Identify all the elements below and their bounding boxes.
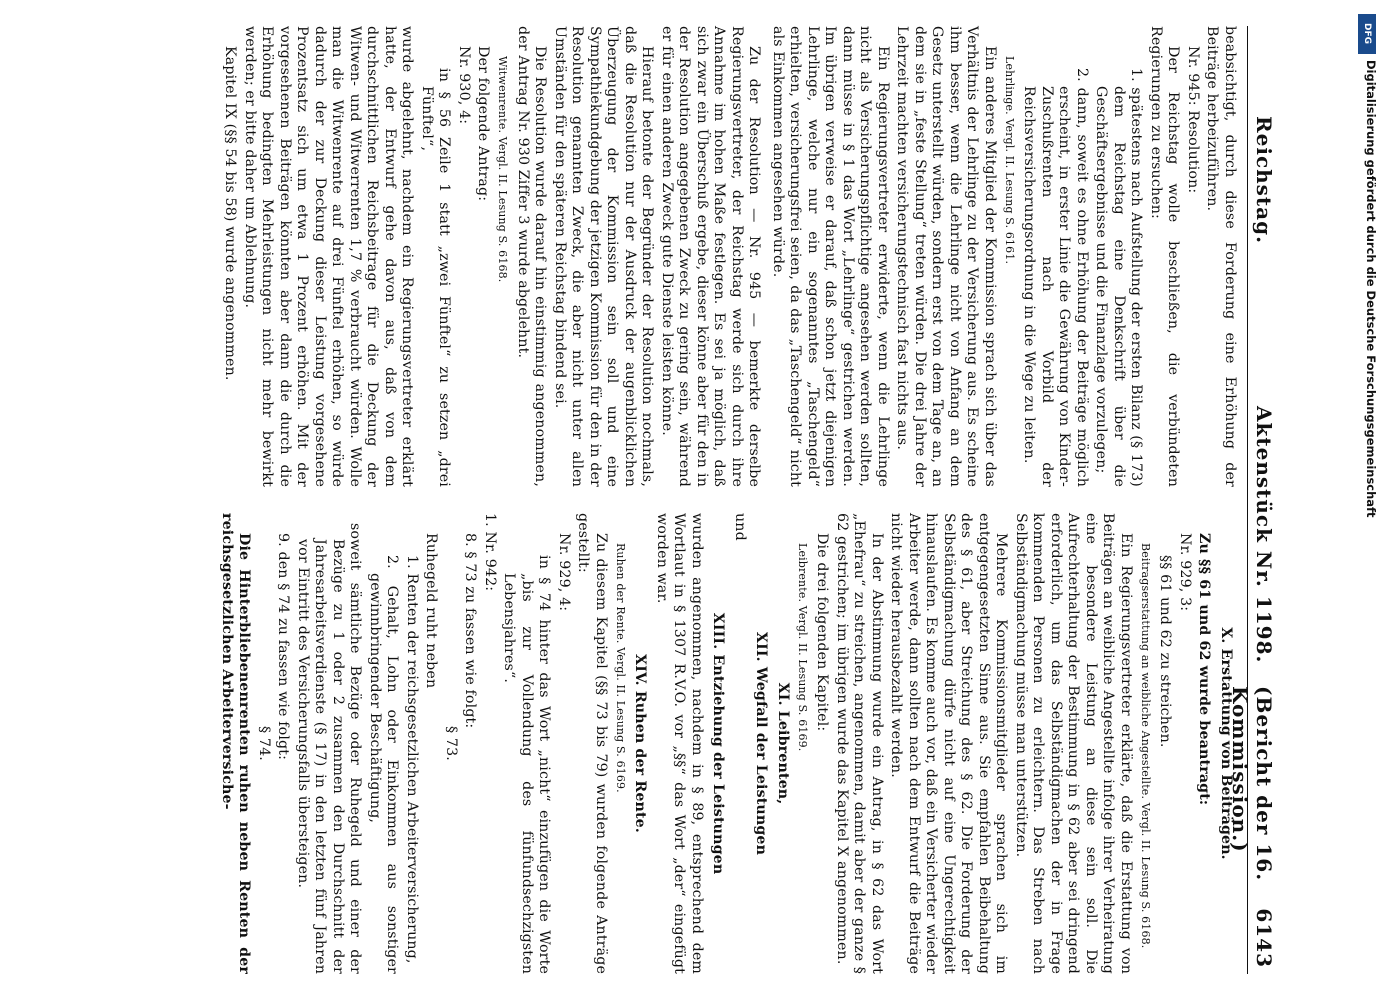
digitization-note: [1356, 10, 1380, 990]
section-heading: XIII. Entziehung der Leistungen: [710, 612, 727, 875]
paragraph: Nr. 930, 4:: [456, 46, 472, 125]
paragraph: 9. den § 74 zu fassen wie folgt:: [275, 533, 292, 761]
margin-reference: Lehrlinge. Vergl. II. Lesung S. 6161.: [1003, 56, 1016, 265]
document-page: [42, 0, 1342, 1000]
paragraph: Ein anderes Mitglied der Kommission sprach sich über das Verhältnis der Lehrlinge zu der Versicherung aus. Es scheine ihm besser, wenn die Lehrlinge nicht von Anfang an dem Gesetz unterstellt würden, sondern erst von dem Tage an, an dem sie in „feste Stellung“ treten würden. Die drei Jahre der Lehrzeit machten versicherungstechnisch fast nichts aus.: [894, 26, 998, 487]
margin-reference: Witwenrente. Vergl. II. Lesung S. 6168.: [496, 56, 510, 283]
paragraph: Nr. 929, 3:: [1177, 533, 1193, 612]
paragraph-mark: § 74.: [256, 726, 272, 761]
list-item: 2. Gehalt, Lohn oder Einkommen aus sonstiger gewinnbringender Beschäftigung,: [367, 555, 401, 974]
paragraph: in § 74 hinter das Wort „nicht“ einzufügen die Worte „bis zur Vollendung des fünfundsechzigsten Lebensjahres“.: [501, 555, 553, 974]
funding-note: Digitalisierung gefördert durch die Deutsche Forschungsgemeinschaft: [1364, 60, 1378, 518]
paragraph: Zu der Resolution — Nr. 945 — bemerkte derselbe Regierungsvertreter, der Reichstag werde sich durch ihre Annahme im hohen Maße festlegen. Es sei ja möglich, daß sich zwar ein Überschuß ergebe, dieser könne aber für den in der Resolution angegebenen Zweck zu gering sein, während er für einen anderen Zweck gute Dienste leisten könne.: [659, 26, 763, 487]
list-item: 1. spätestens nach Aufstellung der ersten Bilanz (§ 173) dem Reichstag eine Denkschrift über die Geschäftsergebnisse und die Finanzlage vorzulegen;: [1093, 68, 1145, 487]
paragraph: Die Resolution wurde darauf hin einstimmig angenommen, der Antrag Nr. 930 Ziffer 3 wurde abgelehnt.: [515, 26, 549, 487]
text-columns: [82, 26, 1238, 974]
paragraph: Ein Regierungsvertreter erwiderte, wenn die Lehrlinge nicht als Versicherungspflichtige angesehen werden sollten, dann müsse in § 1 das Wort „Lehrlinge“ gestrichen werden. Im übrigen verweise er darauf, daß schon jetzt diejenigen Lehrlinge, welche nur ein sogenanntes „Taschengeld“ erhielten, versicherungsfrei seien, da das „Taschengeld“ nicht als Einkommen angesehen würde.: [770, 26, 891, 487]
paragraph: in § 56 Zeile 1 statt „zwei Fünftel“ zu setzen „drei Fünftel“,: [419, 68, 453, 487]
paragraph: Zu §§ 61 und 62 wurde beantragt:: [1196, 533, 1213, 806]
paragraph: wurde abgelehnt, nachdem ein Regierungsvertreter erklärt hatte, der Entwurf gehe davon aus, daß von dem durchschnittlichen Reichsbeitrage für die Deckung der Witwen- und Witwerrenten 1,7 % verbraucht würden. Wolle man die Witwenrente auf drei Fünftel erhöhen, so würde dadurch der zur Deckung dieser Leistung vorgesehene Prozentsatz sich um etwa 1 Prozent erhöhen. Mit der vorgesehenen Beiträgen könnten aber dann die durch die Erhöhung bedingten Mehrleistungen nicht mehr bewirkt werden; er bitte daher um Ablehnung.: [242, 26, 416, 487]
paragraph: Die Hinterbliebenenrenten ruhen neben Renten der reichsgesetzlichen Arbeiterversiche-: [219, 513, 253, 974]
section-heading: XII. Wegfall der Leistungen: [753, 631, 770, 856]
left-column: [82, 26, 1238, 487]
paragraph: Mehrere Kommissionsmitglieder sprachen sich im entgegengesetzten Sinne aus. Sie empfahlen Beibehaltung des § 61, aber Streichung des § 62. Die Forderung der Selbständigmachung dürfe nicht auf eine Ungerechtigkeit hinauslaufen. Es komme auch vor, daß ein Versicherter wieder Arbeiter werde, dann sollten nach dem Entwurf die Beiträge nicht wieder herausbezahlt werden.: [888, 513, 1010, 974]
page-number: 6143: [1252, 908, 1276, 968]
paragraph: Der folgende Antrag:: [475, 46, 492, 202]
section-heading: XI. Leibrenten,: [775, 682, 791, 805]
paragraph: In der Abstimmung wurde ein Antrag, in § 62 das Wort „Ehefrau“ zu streichen, angenommen, damit aber der ganze § 62 gestrichen; im übrigen wurde das Kapitel X angenommen.: [834, 513, 885, 974]
dfg-logo: DFG: [1358, 14, 1376, 54]
paragraph: beabsichtigt, durch diese Forderung eine Erhöhung der Beiträge herbeizuführen.: [1204, 26, 1238, 487]
paragraph: Die drei folgenden Kapitel:: [814, 533, 831, 732]
margin-reference: Leibrente. Vergl. II. Lesung S. 6169.: [796, 543, 809, 752]
paragraph: Nr. 945: Resolution:: [1185, 46, 1201, 194]
header-left: Reichstag.: [1252, 116, 1276, 245]
paragraph: wurden angenommen, nachdem in § 89, entsprechend dem Wortlaut in § 1307 R.V.O. vor „§§“ das Wort „der“ eingefügt worden war.: [654, 513, 705, 974]
margin-reference: Beitragserstattung an weibliche Angestellte. Vergl. II. Lesung S. 6168.: [1139, 543, 1152, 949]
paragraph-mark: § 73.: [443, 726, 459, 761]
right-column: [82, 513, 1238, 974]
paragraph: Hierauf betonte der Begründer der Resolution nochmals, daß die Resolution nur der Ausdruck der augenblicklichen Überzeugung der Kommission sein soll und eine Sympathiekundgebung der jetzigen Kommission für den in der Resolution genannten Zweck, die aber nicht unter allen Umständen für den späteren Reichstag bindend sei.: [552, 26, 656, 487]
paragraph: und: [732, 513, 748, 541]
header-center: Aktenstück Nr. 1198.: [1252, 406, 1276, 664]
list-item: 2. dann, soweit es ohne Erhöhung der Beiträge möglich erscheint, in erster Linie die Gewährung von Kinder-Zuschußrenten nach Vorbild der Reichsversicherungsordnung in die Wege zu leiten.: [1021, 68, 1090, 487]
paragraph: Ruhegeld ruht neben: [423, 533, 440, 689]
paragraph: 8. § 73 zu fassen wie folgt:: [462, 533, 479, 729]
paragraph: Zu diesem Kapitel (§§ 73 bis 79) wurden folgende Anträge gestellt:: [575, 513, 609, 974]
page-header: [1228, 26, 1278, 974]
paragraph: soweit sämtliche Bezüge oder Ruhegeld und einer der Bezüge zu 1 oder 2 zusammen den Durchschnitt der Jahresarbeitsverdienste (§ 17) in den letzten fünf Jahren vor Eintritt des Versicherungsfalls übersteigen.: [295, 523, 364, 974]
list-item: 1. Renten der reichsgesetzlichen Arbeiterversicherung,: [404, 555, 420, 964]
paragraph: §§ 61 und 62 zu streichen.: [1157, 555, 1174, 748]
paragraph: Der Reichstag wolle beschließen, die verbündeten Regierungen zu ersuchen:: [1148, 26, 1182, 487]
margin-reference: Ruhen der Rente. Vergl. II. Lesung S. 6169.: [614, 543, 627, 793]
paragraph: 1. Nr. 942:: [482, 513, 498, 592]
header-right-center: (Bericht der 16. Kommission.): [1228, 686, 1276, 882]
section-heading: XIV. Ruhen der Rente.: [632, 654, 649, 833]
paragraph: Kapitel IX (§§ 54 bis 58) wurde angenommen.: [222, 46, 239, 381]
paragraph: Ein Regierungsvertreter erklärte, daß die Erstattung von Beiträgen an weibliche Angestellte infolge ihrer Verheiratung eine besondere Leistung an diese sein soll. Die Aufrechterhaltung der Bestimmung in § 62 aber sei dringend erforderlich, um das Selbständigmachen der in Frage kommenden Personen zu erleichtern. Das Streben nach Selbständigmachung müsse man unterstützen.: [1013, 513, 1134, 974]
paragraph: Nr. 929, 4:: [556, 533, 572, 612]
section-heading: X. Erstattung von Beiträgen.: [1218, 627, 1234, 860]
